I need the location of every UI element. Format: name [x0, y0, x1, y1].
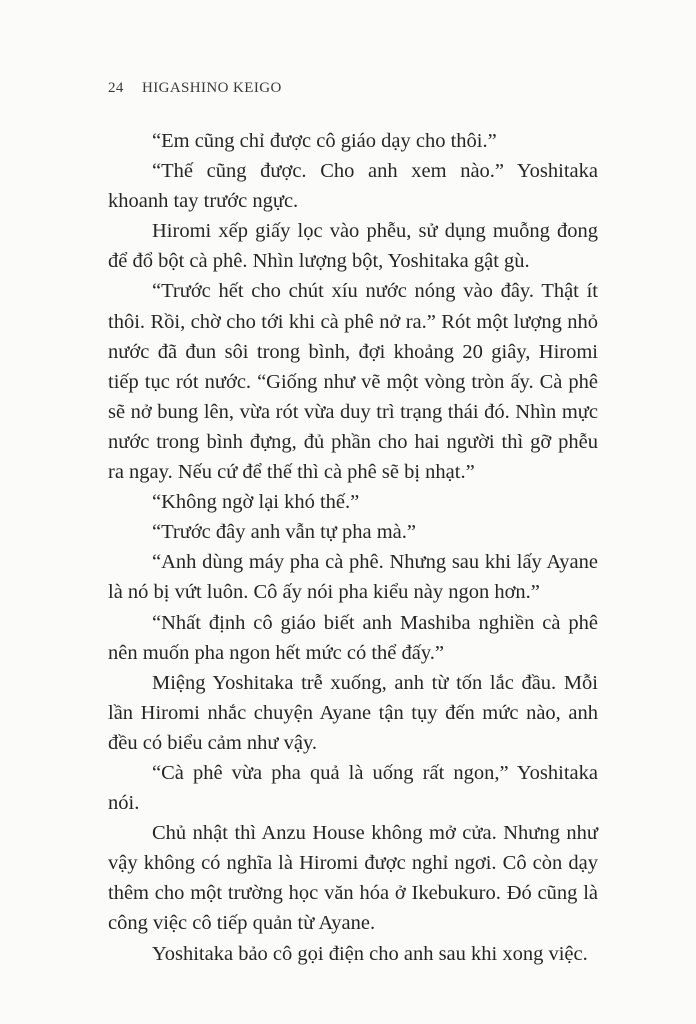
body-text — [108, 126, 598, 969]
paragraph: “Cà phê vừa pha quả là uống rất ngon,” Yoshitaka nói. — [108, 761, 598, 815]
paragraph: “Anh dùng máy pha cà phê. Nhưng sau khi lấy Ayane là nó bị vứt luôn. Cô ấy nói pha kiểu này ngon hơn.” — [108, 551, 598, 604]
running-title: HIGASHINO KEIGO — [141, 80, 282, 96]
paragraph: “Trước hết cho chút xíu nước nóng vào đây. Thật ít thôi. Rồi, chờ cho tới khi cà phê nở ra.” Rót một lượng nhỏ nước đã đun sôi trong bình, đợi khoảng 20 giây, Hiromi tiếp tục rót nước. “Giống như vẽ một vòng tròn ấy. Cà phê sẽ nở bung lên, vừa rót vừa duy trì trạng thái đó. Nhìn mực nước trong bình đựng, đủ phần cho hai người thì gỡ phễu ra ngay. Nếu cứ để thế thì cà phê sẽ bị nhạt.” — [108, 280, 598, 484]
paragraph: “Không ngờ lại khó thế.” — [152, 491, 360, 514]
paragraph: “Trước đây anh vẫn tự pha mà.” — [152, 521, 416, 544]
paragraph: Miệng Yoshitaka trễ xuống, anh từ tốn lắc đầu. Mỗi lần Hiromi nhắc chuyện Ayane tận tụy đến mức nào, anh đều có biểu cảm như vậy. — [108, 671, 598, 754]
paragraph: “Nhất định cô giáo biết anh Mashiba nghiền cà phê nên muốn pha ngon hết mức có thể đấy.” — [108, 611, 598, 664]
paragraph: Yoshitaka bảo cô gọi điện cho anh sau khi xong việc. — [152, 942, 588, 965]
running-header — [108, 80, 282, 97]
paragraph: Chủ nhật thì Anzu House không mở cửa. Nhưng như vậy không có nghĩa là Hiromi được nghỉ ngơi. Cô còn dạy thêm cho một trường học văn hóa ở Ikebukuro. Đó cũng là công việc cô tiếp quản từ Ayane. — [108, 822, 598, 935]
page-number: 24 — [108, 80, 124, 96]
paragraph: Hiromi xếp giấy lọc vào phễu, sử dụng muỗng đong để đổ bột cà phê. Nhìn lượng bột, Yoshitaka gật gù. — [108, 220, 598, 273]
paragraph: “Em cũng chỉ được cô giáo dạy cho thôi.” — [152, 130, 497, 152]
paragraph: “Thế cũng được. Cho anh xem nào.” Yoshitaka khoanh tay trước ngực. — [108, 160, 598, 213]
